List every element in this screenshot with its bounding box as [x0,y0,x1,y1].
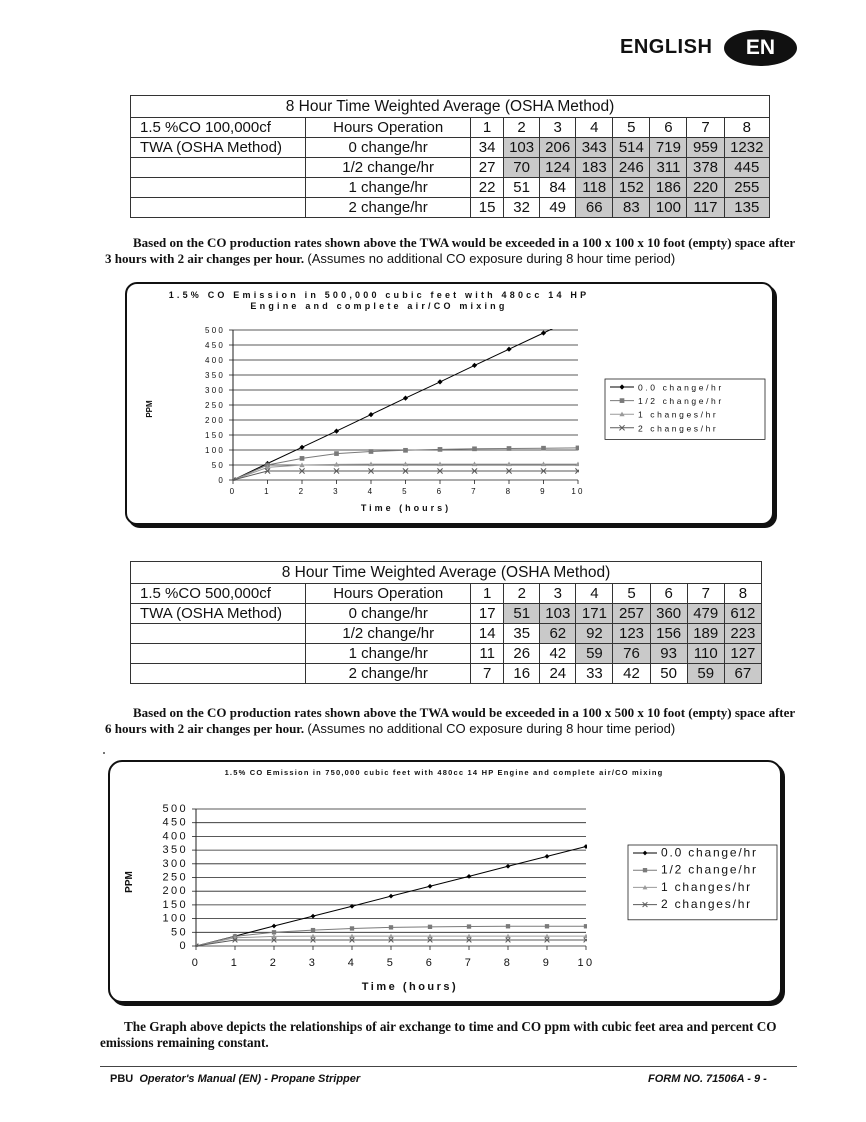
table-cell: 14 [471,624,504,644]
data-point [389,894,394,899]
twa-table-500000cf [130,561,762,684]
table-cell: 152 [613,178,650,198]
series-line [233,464,578,480]
note-table2 [105,705,795,737]
x-tick-label: 3 [333,487,340,496]
table-cell: 103 [504,138,540,158]
data-point [506,347,511,352]
table-header-cell: 4 [576,584,613,604]
table-cell: 1232 [724,138,769,158]
data-point [311,914,316,919]
table-row [131,664,762,684]
footer-form-number: FORM NO. 71506A - 9 - [648,1073,767,1085]
row-name: 2 change/hr [306,198,471,218]
table-header-cell: 1 [471,118,504,138]
table-cell: 83 [613,198,650,218]
y-tick-label: 100 [162,912,188,925]
y-tick-label: 500 [205,326,225,335]
x-tick-label: 2 [269,957,279,969]
note-table1 [105,235,795,267]
y-tick-label: 500 [162,803,188,815]
x-tick-label: 8 [505,487,513,496]
legend-label: 1 changes/hr [661,879,752,894]
x-tick-label: 5 [402,487,409,496]
table-cell: 127 [724,644,761,664]
row-name: 0 change/hr [306,138,471,158]
table-cell: 42 [613,664,650,684]
chart-500000cf [125,282,774,525]
data-point [403,396,408,401]
table-cell: 255 [724,178,769,198]
table-cell: 35 [504,624,540,644]
table-cell: 92 [576,624,613,644]
legend-label: 0.0 change/hr [661,845,758,860]
table-cell: 34 [471,138,504,158]
data-point [428,884,433,889]
table-header-row [131,118,770,138]
table-cell: 186 [650,178,687,198]
table-row [131,138,770,158]
data-point [369,449,374,454]
legend-label: 2 changes/hr [638,423,719,434]
note-plain: (Assumes no additional CO exposure during 8 hour time period) [307,251,676,266]
legend-label: 1 changes/hr [638,409,719,420]
y-tick-label: 300 [205,386,225,395]
y-tick-label: 0 [179,940,188,952]
table-cell: 70 [504,158,540,178]
x-tick-label: 6 [425,957,435,969]
row-name: 1 change/hr [306,644,471,664]
series-1-changes-hr [230,462,580,483]
chart-svg [110,762,780,1001]
data-point [545,854,550,859]
x-tick-label: 2 [298,487,306,496]
table-header-cell: 2 [504,584,540,604]
table-row [131,198,770,218]
table-cell: 183 [576,158,613,178]
y-tick-label: 350 [205,371,225,380]
table-cell: 719 [650,138,687,158]
table-cell: 51 [504,178,540,198]
data-point [584,924,588,928]
data-point [368,412,373,417]
y-tick-label: 150 [205,431,225,440]
data-point [576,446,581,451]
table-header-cell: 7 [687,584,724,604]
x-tick-label: 9 [540,487,547,496]
table-header-cell: 2 [504,118,540,138]
table-cell: 49 [540,198,576,218]
table-cell: 360 [650,604,687,624]
table-cell: 445 [724,158,769,178]
x-tick-label: 10 [571,487,585,496]
y-tick-label: 300 [162,857,188,870]
table-cell: 50 [650,664,687,684]
y-tick-label: 450 [205,341,225,350]
series-0-0-change-hr [194,844,589,948]
data-point [472,446,477,451]
footer-left [110,1073,360,1085]
data-point [272,930,276,934]
data-point [403,448,408,453]
y-axis-label: PPM [124,871,135,893]
table-cell: 7 [471,664,504,684]
data-point [299,445,304,450]
footer-manual-title: Operator's Manual (EN) - Propane Stripper [139,1073,361,1085]
table-cell: 103 [540,604,576,624]
x-tick-label: 7 [464,957,474,969]
y-tick-label: 350 [162,844,188,857]
data-point [506,864,511,869]
data-point [545,924,549,928]
x-tick-label: 5 [386,957,396,969]
series-0-0-change-hr [230,314,580,483]
table-header-cell: 1.5 %CO 100,000cf [131,118,306,138]
x-tick-label: 7 [471,487,478,496]
table-header-cell: 1.5 %CO 500,000cf [131,584,306,604]
table-cell: 189 [687,624,724,644]
chart-svg [127,284,772,523]
table-cell: 959 [687,138,724,158]
legend-label: 0.0 change/hr [638,382,724,393]
note-text: The Graph above depicts the relationships of air exchange to time and CO ppm with cubic feet area and percent CO emissions remaining constant. [100,1019,777,1050]
data-point [643,868,647,872]
table-cell: 33 [576,664,613,684]
table-cell: 479 [687,604,724,624]
x-tick-label: 0 [191,957,201,969]
language-badge: EN [724,30,797,66]
table-header-cell: 6 [650,118,687,138]
table-cell: 378 [687,158,724,178]
x-axis-label: Time (hours) [361,981,459,993]
data-point [575,314,580,319]
table-header-cell: 3 [540,118,576,138]
chart-title: 1.5% CO Emission in 750,000 cubic feet with 480cc 14 HP Engine and complete air/CO mixing [224,768,664,777]
table-cell: 343 [576,138,613,158]
data-point [467,874,472,879]
data-point [334,429,339,434]
y-tick-label: 0 [218,476,225,485]
chart-750000cf [108,760,782,1003]
table-cell: 100 [650,198,687,218]
table-cell: 171 [576,604,613,624]
table-cell: 514 [613,138,650,158]
x-tick-label: 1 [264,487,271,496]
table-row [131,178,770,198]
chart-title-line2: Engine and complete air/CO mixing [250,301,508,311]
table-header-cell: 3 [540,584,576,604]
footer-brand: PBU [110,1073,134,1085]
row-name: 2 change/hr [306,664,471,684]
table-header-cell: 4 [576,118,613,138]
table-cell: 257 [613,604,650,624]
y-tick-label: 400 [205,356,225,365]
table-cell: 123 [613,624,650,644]
x-tick-label: 3 [308,957,318,969]
language-label: ENGLISH [620,36,713,58]
table-header-cell: 5 [613,584,650,604]
table-cell: 59 [687,664,724,684]
table-cell: 16 [504,664,540,684]
x-axis-label: Time (hours) [360,503,452,513]
data-point [467,924,471,928]
legend-label: 2 changes/hr [661,897,752,912]
note-bold: Based on the CO production rates shown above the TWA would be exceeded in a 100 x 500 x 10 foot (empty) space after 6 hours with 2 air changes per hour. [105,705,795,736]
table-cell: 220 [687,178,724,198]
y-tick-label: 200 [205,416,225,425]
data-point [334,451,339,456]
data-point [300,456,305,461]
data-point [506,924,510,928]
row-label: TWA (OSHA Method) [131,604,306,624]
table-title: 8 Hour Time Weighted Average (OSHA Method) [131,562,762,584]
y-tick-label: 100 [205,446,225,455]
table-cell: 15 [471,198,504,218]
data-point [389,925,393,929]
y-tick-label: 400 [162,830,188,843]
data-point [584,844,589,849]
x-tick-label: 4 [367,487,375,496]
y-tick-label: 450 [162,816,188,829]
table-title: 8 Hour Time Weighted Average (OSHA Method) [131,96,770,118]
data-point [620,398,625,403]
table-row [131,624,762,644]
table-cell: 135 [724,198,769,218]
data-point [428,925,432,929]
data-point [541,330,546,335]
table-header-cell: 8 [724,584,761,604]
table-cell: 118 [576,178,613,198]
table-row [131,644,762,664]
table-cell: 246 [613,158,650,178]
table-cell: 311 [650,158,687,178]
data-point [311,928,315,932]
series-line [233,471,578,480]
x-tick-label: 0 [229,487,237,496]
y-axis-label: PPM [145,400,154,418]
row-name: 1/2 change/hr [306,624,471,644]
row-name: 1 change/hr [306,178,471,198]
table-cell: 66 [576,198,613,218]
table-cell: 93 [650,644,687,664]
table-header-cell: Hours Operation [306,584,471,604]
table-cell: 110 [687,644,724,664]
table-row [131,604,762,624]
data-point [437,379,442,384]
table-cell: 76 [613,644,650,664]
table-cell: 17 [471,604,504,624]
y-tick-label: 250 [205,401,225,410]
note-bold: Based on the CO production rates shown above the TWA would be exceeded in a 100 x 100 x 10 foot (empty) space after 3 hours with 2 air changes per hour. [105,235,795,266]
data-point [438,447,443,452]
page-speck [103,752,105,754]
table-cell: 67 [724,664,761,684]
row-name: 1/2 change/hr [306,158,471,178]
table-header-row [131,584,762,604]
table-header-cell: 8 [724,118,769,138]
footer-divider [100,1066,797,1067]
table-cell: 42 [540,644,576,664]
note-graph [100,1019,800,1051]
table-cell: 51 [504,604,540,624]
row-label: TWA (OSHA Method) [131,138,306,158]
series-line [196,940,586,946]
table-cell: 84 [540,178,576,198]
x-tick-label: 9 [542,957,552,969]
table-cell: 22 [471,178,504,198]
note-plain: (Assumes no additional CO exposure during 8 hour time period) [307,721,676,736]
x-tick-label: 8 [503,957,513,969]
table-cell: 62 [540,624,576,644]
table-header-cell: 7 [687,118,724,138]
y-tick-label: 150 [162,898,188,911]
y-tick-label: 50 [211,461,225,470]
data-point [541,446,546,451]
table-header-cell: 1 [471,584,504,604]
legend-label: 1/2 change/hr [638,396,724,407]
y-tick-label: 200 [162,885,188,898]
table-cell: 612 [724,604,761,624]
table-cell: 124 [540,158,576,178]
table-cell: 206 [540,138,576,158]
x-tick-label: 6 [436,487,444,496]
table-cell: 27 [471,158,504,178]
y-tick-label: 50 [170,926,188,939]
table-cell: 59 [576,644,613,664]
chart-title: 1.5% CO Emission in 500,000 cubic feet with 480cc 14 HP [168,290,590,300]
x-tick-label: 4 [347,957,357,969]
y-tick-label: 250 [162,871,188,884]
table-cell: 24 [540,664,576,684]
table-cell: 156 [650,624,687,644]
table-row [131,158,770,178]
x-tick-label: 1 [230,957,240,969]
table-header-cell: Hours Operation [306,118,471,138]
table-cell: 32 [504,198,540,218]
table-header-cell: 5 [613,118,650,138]
table-cell: 26 [504,644,540,664]
twa-table-100000cf [130,95,770,218]
data-point [507,446,512,451]
table-cell: 223 [724,624,761,644]
table-cell: 117 [687,198,724,218]
table-header-cell: 6 [650,584,687,604]
data-point [472,363,477,368]
x-tick-label: 10 [577,957,595,969]
data-point [350,926,354,930]
row-name: 0 change/hr [306,604,471,624]
table-cell: 11 [471,644,504,664]
legend-label: 1/2 change/hr [661,862,758,877]
data-point [272,924,277,929]
